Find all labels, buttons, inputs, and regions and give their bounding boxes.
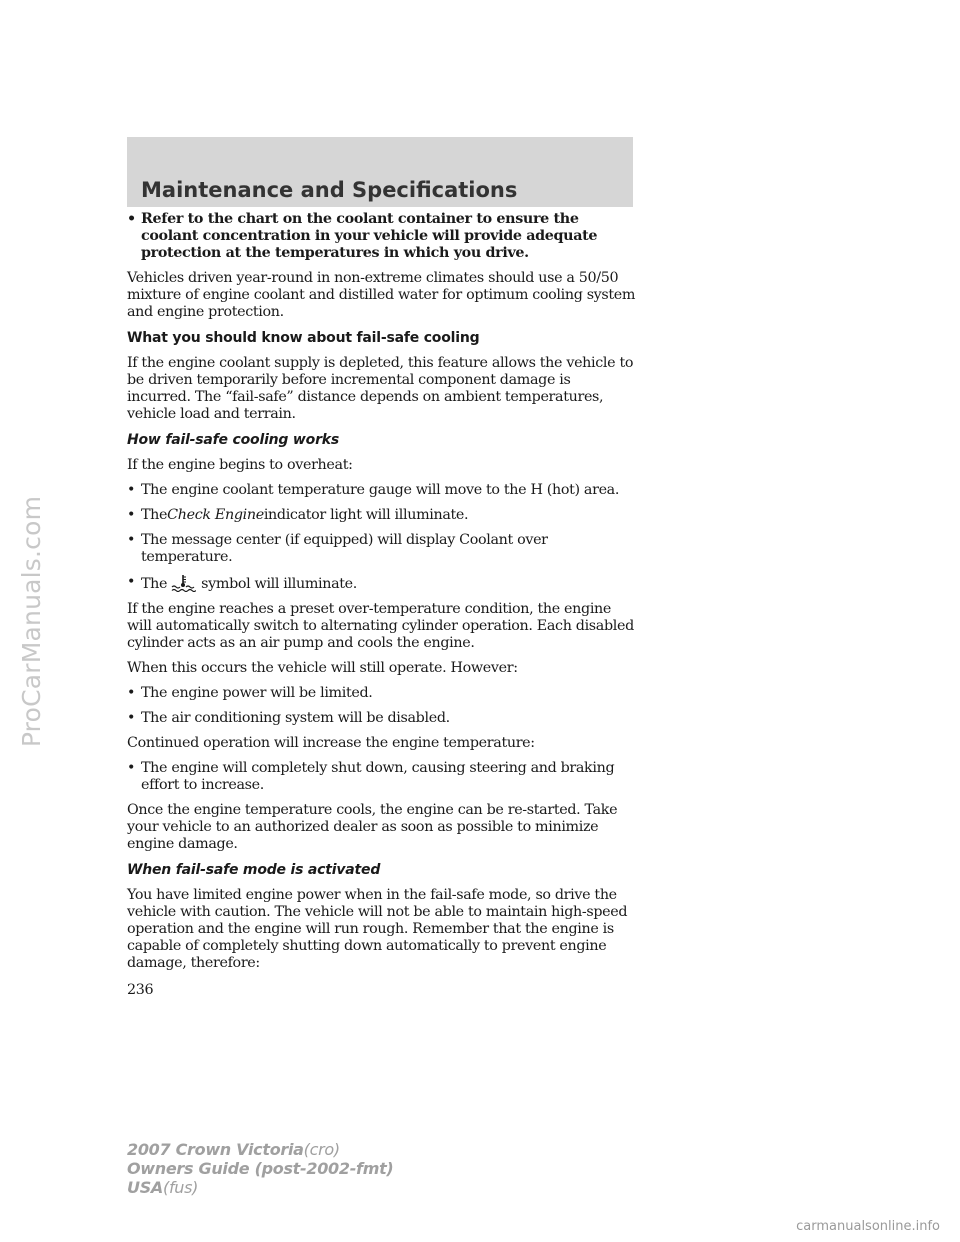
page-number: 236 [127, 982, 154, 998]
paragraph-overheat: If the engine begins to overheat: [127, 457, 353, 473]
list-item-prefix: The [141, 507, 168, 523]
list-item [127, 685, 637, 702]
subheading-mode-activated: When fail-safe mode is activated [127, 862, 381, 878]
paragraph-operate: When this occurs the vehicle will still operate. However: [127, 660, 518, 676]
paragraph-continued: Continued operation will increase the engine temperature: [127, 735, 535, 751]
list-item-text: The engine will completely shut down, causing steering and braking effort to increase. [141, 760, 615, 793]
list-item [127, 760, 637, 794]
list-item-suffix: indicator light will illuminate. [263, 507, 469, 523]
list-item [127, 532, 637, 566]
list-item [127, 574, 637, 593]
document-footer [127, 1140, 393, 1197]
footer-model: 2007 Crown Victoria [127, 1140, 304, 1159]
watermark-text: ProCarManuals.com [17, 495, 47, 747]
list-item-suffix: symbol will illuminate. [201, 576, 357, 592]
paragraph-preset: If the engine reaches a preset over-temperature condition, the engine will automatically switch to alternating cylinder operation. Each disabled cylinder acts as an air pump and cools the engine. [127, 601, 634, 651]
bullet-glyph: • [127, 685, 136, 701]
list-item-text: The engine coolant temperature gauge will move to the H (hot) area. [141, 482, 620, 498]
footer-line-2 [127, 1159, 393, 1178]
footer-model-code: (cro) [303, 1140, 340, 1159]
footer-guide: Owners Guide (post-2002-fmt) [127, 1159, 394, 1178]
list-item-text: The air conditioning system will be disabled. [141, 710, 450, 726]
bullet-glyph: • [127, 760, 136, 776]
bullet-glyph: • [127, 211, 136, 227]
watermark [2, 0, 62, 1242]
list-item-text: The engine power will be limited. [141, 685, 373, 701]
paragraph-depleted: If the engine coolant supply is depleted, this feature allows the vehicle to be driven temporarily before incremental component damage is incurred. The “fail-safe” distance depends on ambient temperatures, vehicle load and terrain. [127, 355, 634, 422]
bullet-glyph: • [127, 507, 136, 523]
heading-failsafe-cooling: What you should know about fail-safe cooling [127, 330, 480, 346]
list-item-text: The message center (if equipped) will display Coolant over temperature. [141, 532, 548, 565]
site-watermark: carmanualsonline.info [796, 1219, 940, 1234]
paragraph-limited: You have limited engine power when in the fail-safe mode, so drive the vehicle with caution. The vehicle will not be able to maintain high-speed operation and the engine will run rough. Remember that the engine is capable of completely shutting down automatically to prevent engine damage, therefore: [127, 887, 628, 971]
list-item-text: Refer to the chart on the coolant container to ensure the coolant concentration in your vehicle will provide adequate protection at the temperatures in which you drive. [141, 211, 598, 261]
bullet-glyph: • [127, 482, 136, 498]
footer-market: USA [127, 1178, 163, 1197]
coolant-temperature-icon [170, 574, 196, 592]
list-item-prefix: The [141, 576, 168, 592]
section-title: Maintenance and Specifications [141, 178, 518, 202]
footer-line-3 [127, 1178, 393, 1197]
footer-line-1 [127, 1140, 393, 1159]
list-item [127, 211, 637, 262]
list-item [127, 482, 637, 499]
bullet-glyph: • [127, 710, 136, 726]
subheading-how-it-works: How fail-safe cooling works [127, 432, 340, 448]
bullet-glyph: • [127, 532, 136, 548]
paragraph-mixture: Vehicles driven year-round in non-extreme climates should use a 50/50 mixture of engine coolant and distilled water for optimum cooling system and engine protection. [127, 270, 636, 320]
bullet-glyph: • [127, 574, 136, 590]
paragraph-restart: Once the engine temperature cools, the engine can be re-started. Take your vehicle to an authorized dealer as soon as possible to minimize engine damage. [127, 802, 618, 852]
list-item [127, 507, 637, 524]
check-engine-label: Check Engine [167, 507, 264, 523]
page-content [127, 211, 637, 999]
footer-market-code: (fus) [163, 1178, 199, 1197]
list-item [127, 710, 637, 727]
